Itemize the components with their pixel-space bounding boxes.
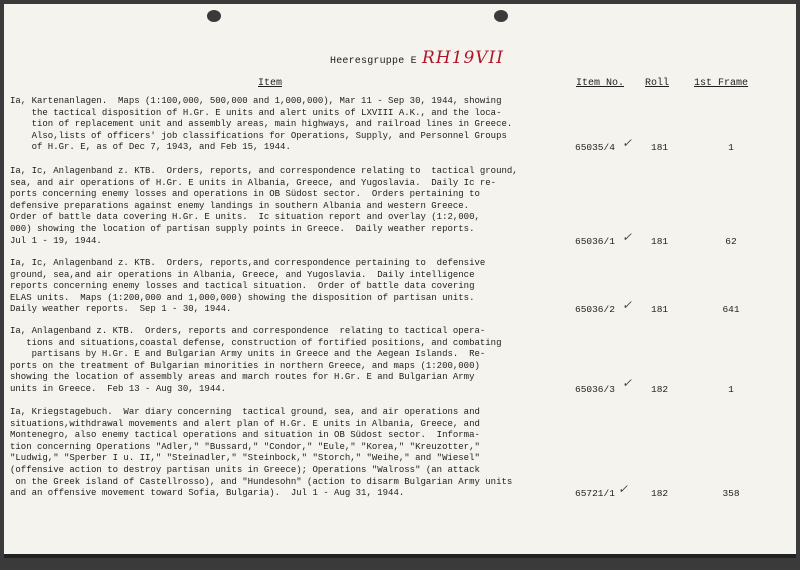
page-bottom-edge <box>4 554 796 558</box>
entry-roll: 181 <box>651 304 669 315</box>
check-mark-icon: ✓ <box>622 136 633 150</box>
check-mark-icon: ✓ <box>618 482 629 496</box>
punch-hole <box>207 10 221 22</box>
entry-item-no: 65036/3 <box>575 384 615 395</box>
entry-item-no: 65721/1 <box>575 488 615 499</box>
document-title: Heeresgruppe E <box>330 56 417 67</box>
entry-first-frame: 62 <box>725 236 737 247</box>
check-mark-icon: ✓ <box>622 230 633 244</box>
entry-description: Ia, Kartenanlagen. Maps (1:100,000, 500,000 and 1,000,000), Mar 11 - Sep 30, 1944, showing the tactical disposition of H.Gr. E units and alert units of LXVIII A.K., and the loca- tion of replacement unit and assembly areas, main highways, and railroad lines in Greece. Also,lists of officers' job classifications for Operations, Supply, and Personnel Groups of H.Gr. E, as of Dec 7, 1943, and Feb 15, 1944. <box>10 96 513 153</box>
entry-item-no: 65036/2 <box>575 304 615 315</box>
entry-roll: 181 <box>651 236 669 247</box>
entry-item-no: 65035/4 <box>575 142 615 153</box>
entry-roll: 181 <box>651 142 669 153</box>
column-header-roll: Roll <box>645 78 670 89</box>
entry-description: Ia, Kriegstagebuch. War diary concerning tactical ground, sea, and air operations and situations,withdrawal movements and alert plan of H.Gr. E units in Albania, Greece, and Montenegro, also enemy tactical operations and situation in OB Südost sector. Informa- tion concerning Operations "Adler," "Bussard," "Condor," "Eule," "Korea," "Kreuzotter," "Ludwig," "Sperber I u. II," "Steinadler," "Steinbock," "Storch," "Weihe," and "Wiesel" (offensive action to destroy partisan units in Greece); Operations "Walross" (an attack on the Greek island of Castellrosso), and "Hundesohn" (action to disarm Bulgarian Army units and an offensive movement toward Sofia, Bulgaria). Jul 1 - Aug 31, 1944. <box>10 407 513 499</box>
entry-roll: 182 <box>651 488 669 499</box>
entry-item-no: 65036/1 <box>575 236 615 247</box>
column-header-item: Item <box>258 78 283 89</box>
entry-first-frame: 641 <box>722 304 740 315</box>
check-mark-icon: ✓ <box>622 298 633 312</box>
column-header-item-no: Item No. <box>576 78 625 89</box>
entry-description: Ia, Ic, Anlagenband z. KTB. Orders, reports, and correspondence relating to tactical ground, sea, and air operations of H.Gr. E units in Albania, Greece, and Yugoslavia. Daily Ic re- ports concerning enemy losses and operations in OB Südost sector. Orders pertaining to defensive preparations against enemy landings in southern Albania and western Greece. Order of battle data covering H.Gr. E units. Ic situation report and overlay (1:2,000, 000) showing the location of partisan supply points in Greece. Daily weather reports. Jul 1 - 19, 1944. <box>10 166 518 246</box>
entry-description: Ia, Anlagenband z. KTB. Orders, reports and correspondence relating to tactical opera- tions and situations,coastal defense, construction of fortified positions, and combating partisans by H.Gr. E and Bulgarian Army units in Greece and the Aegean Islands. Re- ports on the treatment of Bulgarian minorities in northern Greece, and maps (1:200,000) showing the location of assembly areas and march routes for H.Gr. E and Bulgarian Army units in Greece. Feb 13 - Aug 30, 1944. <box>10 326 502 394</box>
check-mark-icon: ✓ <box>622 376 633 390</box>
document-page <box>4 4 796 558</box>
entry-roll: 182 <box>651 384 669 395</box>
punch-hole <box>494 10 508 22</box>
entry-first-frame: 1 <box>728 384 734 395</box>
entry-first-frame: 1 <box>728 142 734 153</box>
entry-first-frame: 358 <box>722 488 740 499</box>
entry-description: Ia, Ic, Anlagenband z. KTB. Orders, reports,and correspondence pertaining to defensive ground, sea,and air operations in Albania, Greece, and Yugoslavia. Daily intelligence reports concerning enemy losses and tactical situation. Order of battle data covering ELAS units. Maps (1:200,000 and 1,000,000) showing the disposition of partisan units. Daily weather reports. Sep 1 - 30, 1944. <box>10 258 486 315</box>
column-header-first-frame: 1st Frame <box>694 78 749 89</box>
handwritten-annotation: RH19VII <box>422 48 504 68</box>
